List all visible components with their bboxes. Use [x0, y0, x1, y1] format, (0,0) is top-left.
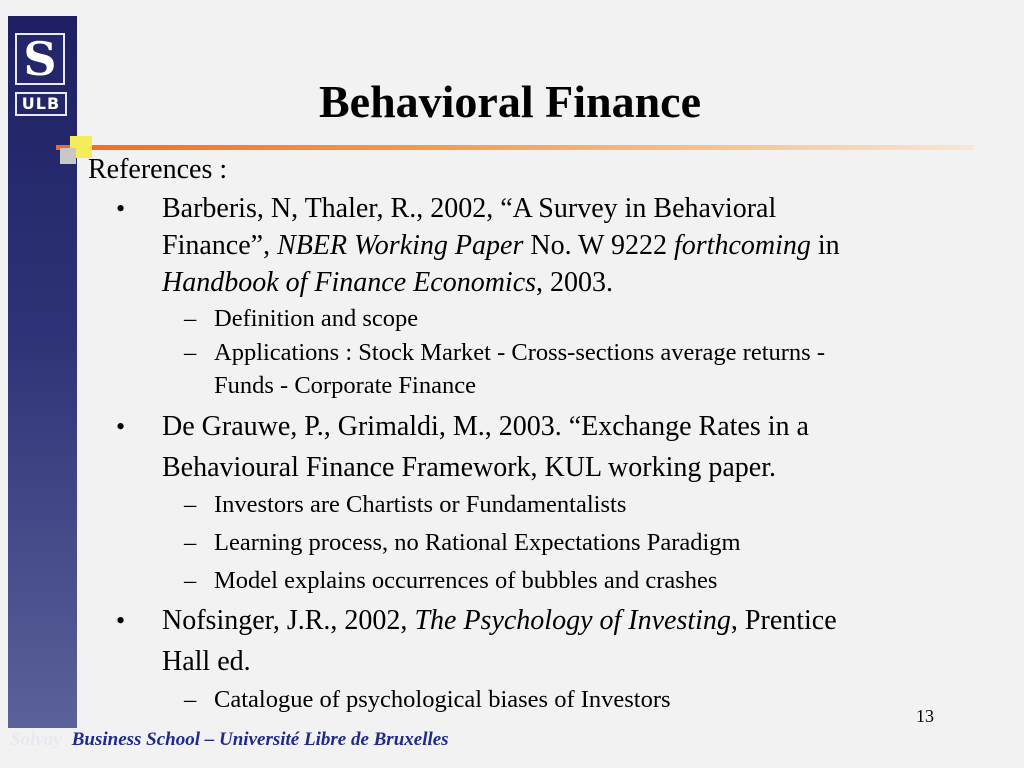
reference-item — [116, 600, 1002, 682]
reference-italic: forthcoming — [673, 230, 811, 261]
sub-item — [184, 526, 1004, 559]
dash-marker: – — [184, 686, 197, 713]
references-heading: References : — [88, 154, 228, 185]
sub-item-text: Funds - Corporate Finance — [214, 372, 476, 399]
sub-item — [184, 302, 1004, 335]
footer — [10, 728, 449, 752]
sub-item-text: Definition and scope — [214, 305, 419, 332]
sub-item-text: Catalogue of psychological biases of Investors — [214, 686, 671, 713]
reference-line — [162, 227, 1002, 264]
reference-line — [162, 190, 1002, 227]
reference-text: Behavioural Finance Framework, KUL working paper. — [162, 452, 777, 483]
reference-text: , Prentice — [730, 605, 837, 636]
sub-item-text: Model explains occurrences of bubbles and crashes — [214, 567, 718, 594]
reference-text: , 2003. — [536, 267, 614, 298]
bullet-marker: • — [116, 412, 126, 441]
sub-item — [184, 336, 1004, 402]
sub-item-text: Applications : Stock Market - Cross-sections average returns - — [214, 339, 825, 366]
reference-text: in — [810, 230, 840, 261]
bullet-marker: • — [116, 194, 126, 223]
reference-line — [162, 406, 1002, 447]
slide-title: Behavioral Finance — [318, 76, 702, 127]
dash-marker: – — [184, 339, 197, 366]
dash-marker: – — [184, 491, 197, 518]
sub-item — [184, 564, 1004, 597]
reference-item — [116, 190, 1002, 301]
reference-text: Finance”, — [162, 230, 278, 261]
logo-letter: S — [23, 32, 57, 86]
reference-text: De Grauwe, P., Grimaldi, M., 2003. “Exchange Rates in a — [162, 411, 809, 442]
reference-italic: The Psychology of Investing — [414, 605, 731, 636]
dash-marker: – — [184, 567, 197, 594]
reference-line — [162, 600, 1002, 641]
reference-text: Barberis, N, Thaler, R., 2002, “A Survey in Behavioral — [162, 193, 777, 224]
dash-marker: – — [184, 305, 197, 332]
bullet-marker: • — [116, 606, 126, 635]
reference-text: No. W 9222 — [523, 230, 674, 261]
reference-text: Hall ed. — [162, 646, 251, 677]
footer-school: Business School – Université Libre de Bruxelles — [71, 729, 449, 750]
page-number: 13 — [916, 706, 934, 726]
reference-item — [116, 406, 1002, 488]
reference-line — [162, 264, 1002, 301]
footer-solvay: Solvay — [10, 729, 62, 750]
sub-item — [184, 488, 1004, 521]
reference-text: Nofsinger, J.R., 2002, — [162, 605, 415, 636]
sub-item-text: Learning process, no Rational Expectations Paradigm — [214, 529, 741, 556]
sub-item-text: Investors are Chartists or Fundamentalists — [214, 491, 627, 518]
reference-line — [162, 641, 1002, 682]
ulb-logo: ULB — [15, 92, 67, 116]
reference-italic: Handbook of Finance Economics — [162, 267, 537, 298]
sub-item — [184, 683, 1004, 716]
reference-italic: NBER Working Paper — [277, 230, 524, 261]
dash-marker: – — [184, 529, 197, 556]
reference-line — [162, 447, 1002, 488]
